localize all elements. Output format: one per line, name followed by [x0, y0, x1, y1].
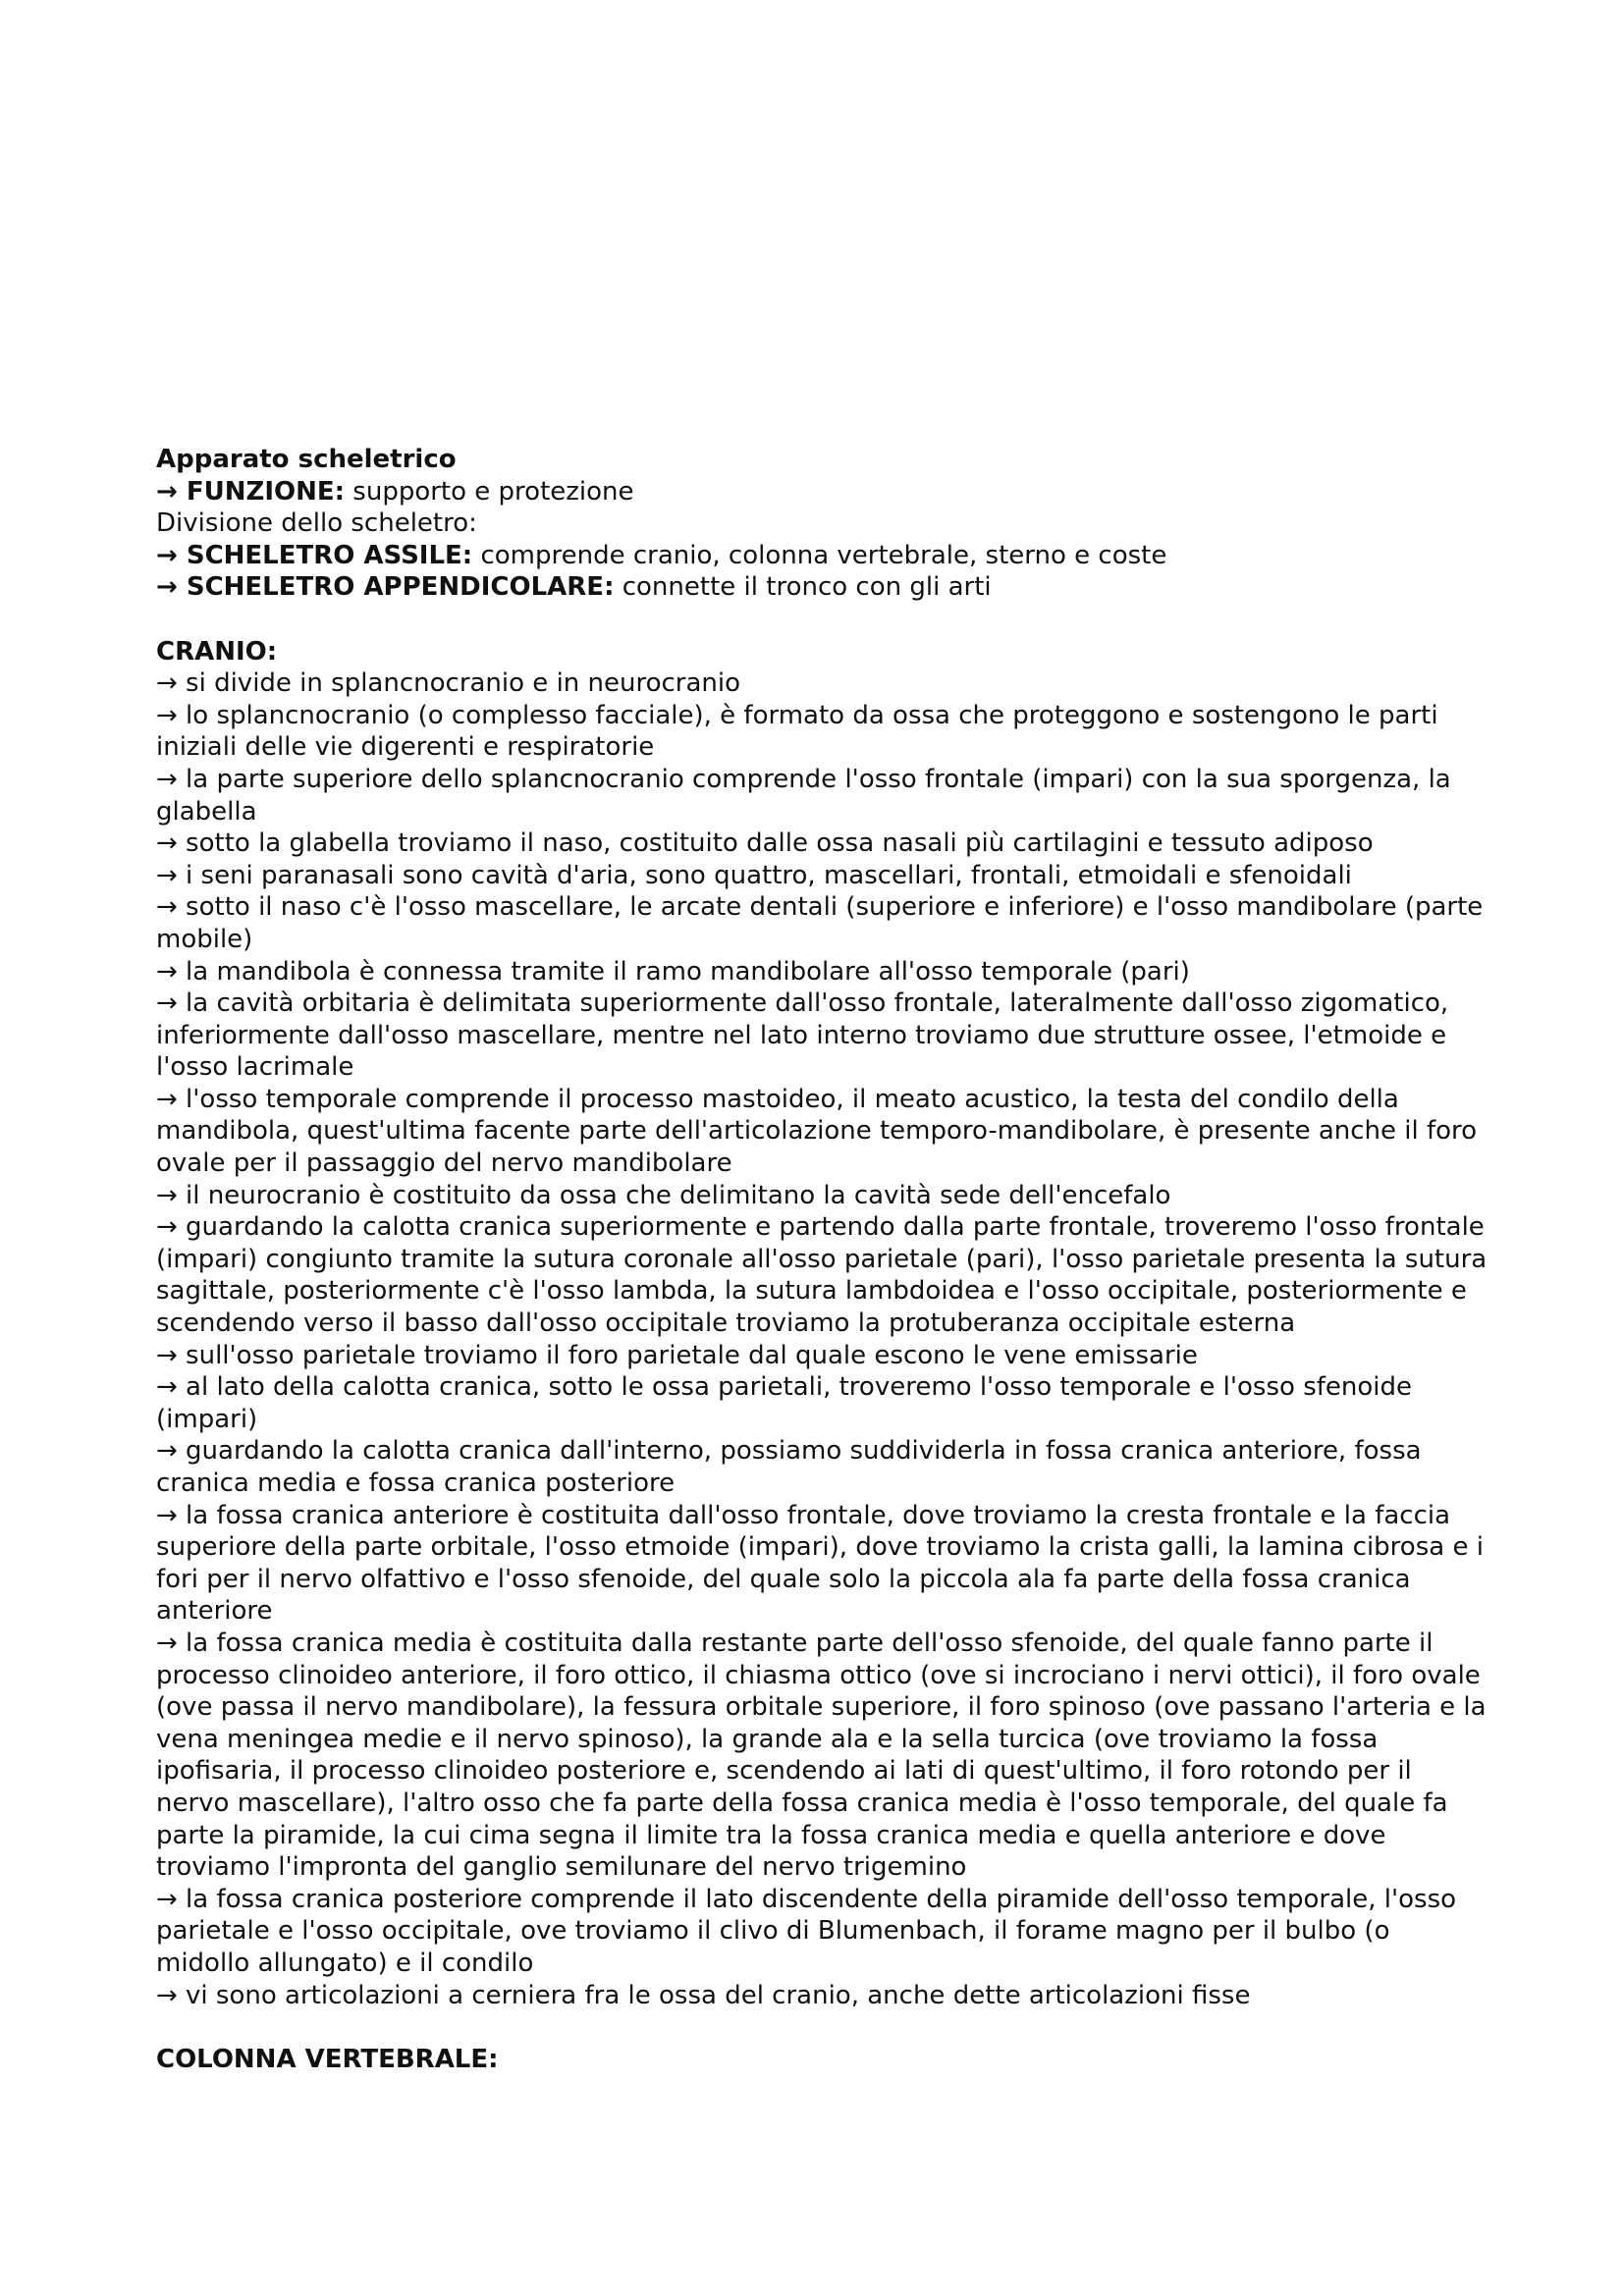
cranio-list [156, 667, 1491, 2011]
appendicular-line [156, 571, 1491, 604]
list-item: → al lato della calotta cranica, sotto le ossa parietali, troveremo l'osso temporale e l'osso sfenoide (impari) [156, 1372, 1413, 1434]
document-title: Apparato scheletrico [156, 445, 457, 474]
list-item: → la mandibola è connessa tramite il ramo mandibolare all'osso temporale (pari) [156, 956, 1190, 987]
function-line [156, 476, 1491, 508]
list-item: → la parte superiore dello splancnocranio comprende l'osso frontale (impari) con la sua sporgenza, la glabella [156, 764, 1451, 827]
colonna-heading: COLONNA VERTEBRALE: [156, 2044, 499, 2074]
list-item: → il neurocranio è costituito da ossa che delimitano la cavità sede dell'encefalo [156, 1180, 1171, 1210]
list-item: → la fossa cranica media è costituita dalla restante parte dell'osso sfenoide, del quale fanno parte il processo clinoideo anteriore, il foro ottico, il chiasma ottico (ove si incrociano i nervi ottici), il foro ovale (ove passa il nervo mandibolare), la fessura orbitale superiore, il foro spinoso (ove passano l'arteria e la vena meningea medie e il nervo spinoso), la grande ala e la sella turcica (ove troviamo la fossa ipofisaria, il processo clinoideo posteriore e, scendendo ai lati di quest'ultimo, il foro rotondo per il nervo mascellare), l'altro osso che fa parte della fossa cranica media è l'osso temporale, del quale fa parte la piramide, la cui cima segna il limite tra la fossa cranica media e quella anteriore e dove troviamo l'impronta del ganglio semilunare del nervo trigemino [156, 1628, 1487, 1883]
document-page [156, 444, 1491, 2075]
function-text: supporto e protezione [345, 476, 634, 507]
list-item: → vi sono articolazioni a cerniera fra le ossa del cranio, anche dette articolazioni fisse [156, 1980, 1251, 2010]
list-item: → l'osso temporale comprende il processo mastoideo, il meato acustico, la testa del condilo della mandibola, quest'ultima facente parte dell'articolazione temporo-mandibolare, è presente anche il foro ovale per il passaggio del nervo mandibolare [156, 1084, 1478, 1179]
list-item: → la fossa cranica posteriore comprende il lato discendente della piramide dell'osso temporale, l'osso parietale e l'osso occipitale, ove troviamo il clivo di Blumenbach, il forame magno per il bulbo (o midollo allungato) e il condilo [156, 1884, 1457, 1978]
appendicular-text: connette il tronco con gli arti [614, 572, 992, 603]
list-item: → lo splancnocranio (o complesso facciale), è formato da ossa che proteggono e sostengono le parti iniziali delle vie digerenti e respiratorie [156, 700, 1438, 763]
division-line: Divisione dello scheletro: [156, 508, 477, 539]
list-item: → guardando la calotta cranica superiormente e partendo dalla parte frontale, troveremo l'osso frontale (impari) congiunto tramite la sutura coronale all'osso parietale (pari), l'osso parietale presenta la sutura sagittale, posteriormente c'è l'osso lambda, la sutura lambdoidea e l'osso occipitale, posteriormente e scendendo verso il basso dall'osso occipitale troviamo la protuberanza occipitale esterna [156, 1212, 1488, 1339]
function-label: → FUNZIONE: [156, 476, 346, 507]
list-item: → sotto la glabella troviamo il naso, costituito dalle ossa nasali più cartilagini e tessuto adiposo [156, 828, 1374, 859]
list-item: → si divide in splancnocranio e in neurocranio [156, 668, 741, 699]
cranio-heading: CRANIO: [156, 636, 278, 667]
list-item: → la cavità orbitaria è delimitata superiormente dall'osso frontale, lateralmente dall'osso zigomatico, inferiormente dall'osso mascellare, mentre nel lato interno troviamo due strutture ossee, l'etmoide e l'osso lacrimale [156, 988, 1449, 1083]
axial-line [156, 540, 1491, 572]
list-item: → sull'osso parietale troviamo il foro parietale dal quale escono le vene emissarie [156, 1340, 1198, 1370]
axial-label: → SCHELETRO ASSILE: [156, 540, 473, 570]
list-item: → i seni paranasali sono cavità d'aria, sono quattro, mascellari, frontali, etmoidali e sfenoidali [156, 860, 1352, 890]
axial-text: comprende cranio, colonna vertebrale, sterno e coste [472, 540, 1167, 570]
list-item: → la fossa cranica anteriore è costituita dall'osso frontale, dove troviamo la cresta frontale e la faccia superiore della parte orbitale, l'osso etmoide (impari), dove troviamo la crista galli, la lamina cibrosa e i fori per il nervo olfattivo e l'osso sfenoide, del quale solo la piccola ala fa parte della fossa cranica anteriore [156, 1500, 1484, 1627]
list-item: → sotto il naso c'è l'osso mascellare, le arcate dentali (superiore e inferiore) e l'osso mandibolare (parte mobile) [156, 892, 1484, 954]
list-item: → guardando la calotta cranica dall'interno, possiamo suddividerla in fossa cranica anteriore, fossa cranica media e fossa cranica posteriore [156, 1436, 1422, 1498]
appendicular-label: → SCHELETRO APPENDICOLARE: [156, 572, 615, 603]
